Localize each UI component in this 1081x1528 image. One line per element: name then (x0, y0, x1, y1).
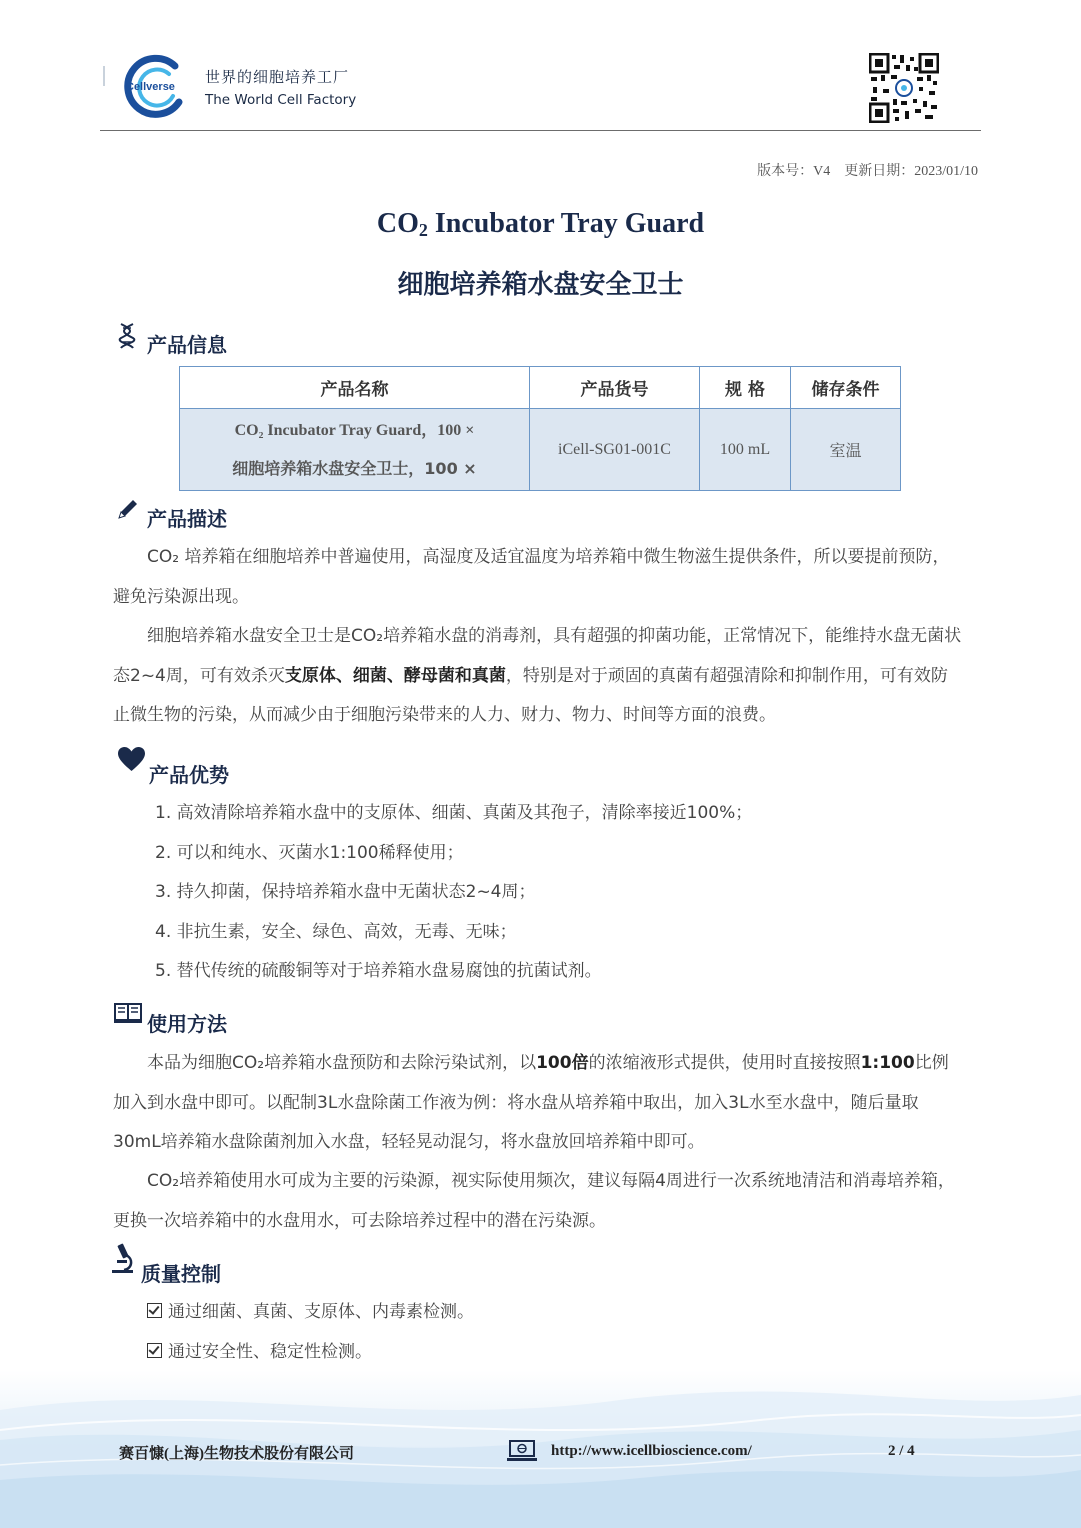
table-row (180, 409, 901, 491)
table-header-cell: 规 格 (700, 367, 791, 409)
qr-code-icon[interactable] (869, 53, 939, 123)
brand-slogan-en: The World Cell Factory (205, 92, 357, 108)
book-icon (114, 1003, 142, 1023)
section-heading-usage: 使用方法 (147, 1012, 227, 1036)
table-header-cell: 产品名称 (180, 367, 530, 409)
list-item: 1. 高效清除培养箱水盘中的支原体、细菌、真菌及其孢子，清除率接近100%； (155, 803, 753, 823)
heart-icon (118, 747, 145, 772)
brand-slogan-cn: 世界的细胞培养工厂 (205, 68, 350, 86)
checkbox-checked-icon (147, 1343, 162, 1358)
list-item: 5. 替代传统的硫酸铜等对于培养箱水盘易腐蚀的抗菌试剂。 (155, 961, 602, 981)
checkbox-checked-icon (147, 1303, 162, 1318)
usage-paragraph-2: CO₂培养箱使用水可成为主要的污染源，视实际使用频次，建议每隔4周进行一次系统地清洁和消毒培养箱，更换一次培养箱中的水盘用水，可去除培养过程中的潜在污染源。 (113, 1171, 955, 1231)
product-name-cn: 细胞培养箱水盘安全卫士，100 × (232, 458, 477, 478)
usage-paragraph-1: 本品为细胞CO₂培养箱水盘预防和去除污染试剂，以100倍的浓缩液形式提供，使用时直接按照1:100比例加入到水盘中即可。以配制3L水盘除菌工作液为例：将水盘从培养箱中取出，加入3L水至水盘中，随后量取30mL培养箱水盘除菌剂加入水盘，轻轻晃动混匀，将水盘放回培养箱中即可。 (113, 1053, 949, 1152)
description-paragraph-2: 细胞培养箱水盘安全卫士是CO₂培养箱水盘的消毒剂，具有超强的抑菌功能，正常情况下，能维持水盘无菌状态2~4周，可有效杀灭支原体、细菌、酵母菌和真菌，特别是对于顽固的真菌有超强清除和抑制作用，可有效防止微生物的污染，从而减少由于细胞污染带来的人力、财力、物力、时间等方面的浪费。 (113, 626, 962, 725)
list-item: 通过细菌、真菌、支原体、内毒素检测。 (147, 1293, 474, 1333)
pencil-icon (116, 497, 140, 521)
list-item: 通过安全性、稳定性检测。 (147, 1333, 474, 1373)
section-heading-quality: 质量控制 (141, 1262, 221, 1286)
product-info-table (179, 366, 901, 491)
list-item: 4. 非抗生素，安全、绿色、高效，无毒、无味； (155, 921, 517, 942)
brand-block (205, 68, 356, 110)
footer-page-number: 2 / 4 (888, 1443, 915, 1459)
version-info: 版本号：V4 更新日期：2023/01/10 (757, 164, 978, 179)
microscope-icon (110, 1243, 135, 1275)
product-storage-cell: 室温 (791, 409, 901, 491)
dna-icon (117, 322, 137, 350)
cellverse-logo (119, 54, 193, 118)
product-sku-cell: iCell-SG01-001C (530, 409, 700, 491)
table-header-row (180, 367, 901, 409)
footer-company: 赛百慷(上海)生物技术股份有限公司 (119, 1446, 354, 1462)
header-divider-bar (103, 66, 105, 86)
advantages-list (155, 794, 752, 992)
logo-text: Cellverse (126, 81, 175, 93)
quality-list (147, 1293, 474, 1372)
section-heading-advantages: 产品优势 (149, 763, 229, 787)
product-name-en: CO₂ Incubator Tray Guard，100 × (234, 421, 475, 439)
product-name-cell (180, 409, 530, 491)
list-item: 2. 可以和纯水、灭菌水1:100稀释使用； (155, 842, 464, 863)
table-header-cell: 储存条件 (791, 367, 901, 409)
title-chinese: 细胞培养箱水盘安全卫士 (397, 270, 684, 300)
header-rule (100, 130, 981, 131)
description-paragraph-1: CO₂ 培养箱在细胞培养中普遍使用，高湿度及适宜温度为培养箱中微生物滋生提供条件，所以要提前预防，避免污染源出现。 (113, 547, 950, 607)
list-item: 3. 持久抑菌，保持培养箱水盘中无菌状态2~4周； (155, 882, 536, 902)
section-heading-product-info: 产品信息 (147, 333, 227, 357)
title-english: CO2 Incubator Tray Guard (376, 208, 705, 240)
product-spec-cell: 100 mL (700, 409, 791, 491)
section-heading-description: 产品描述 (147, 507, 227, 531)
footer-website-link[interactable]: http://www.icellbioscience.com/ (551, 1443, 752, 1459)
table-header-cell: 产品货号 (530, 367, 700, 409)
computer-web-icon (507, 1440, 537, 1462)
